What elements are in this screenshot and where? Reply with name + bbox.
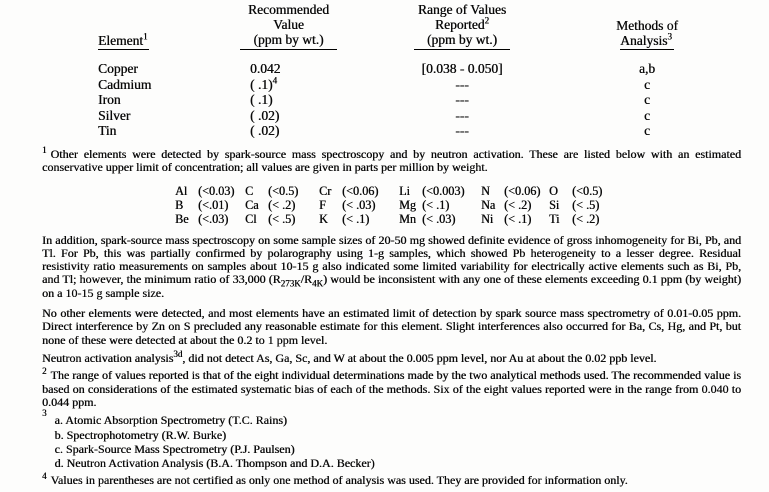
methods-value: c [644,123,650,139]
footnote-4 [42,470,741,487]
detection-limits-table [175,184,741,226]
limit-value: (<0.003) [422,183,465,198]
methods-value: c [644,92,650,108]
limit-value: (< .5) [268,211,296,226]
footnote-1 [42,144,741,175]
header-methods-line2: Analysis [620,33,668,48]
method-item-d: d. Neutron Activation Analysis (B.A. Thompson and D.A. Becker) [54,456,375,471]
header-recommended-units: (ppm by wt.) [240,32,336,50]
header-methods [577,2,717,50]
recommended-value: ( .02) [250,107,280,123]
range-value: --- [455,107,469,123]
element-name: Iron [98,92,121,108]
footnote-ref-1: 1 [142,31,148,42]
range-value: --- [455,123,469,139]
element-name: Cadmium [98,76,152,92]
footnote-2 [42,366,741,409]
footnote-2-text: The range of values reported is that of the eight individual determinations made by the two analytical methods used. The recommended value is based on considerations of the estimated systematic bias of each of the methods. Six of the eight values reported were in the range from 0.040 to 0.044 ppm. [42,368,741,409]
header-range-line2: Reported [435,17,485,32]
paragraph-no-other-elements: No other elements were detected, and most elements have an estimated limit of detection by spark source mass spectrometry of 0.01-0.05 ppm. Direct interference by Zn on S precluded any reasonable estimate for this element. Slight interferences also occurred for Ba, Cs, Hg, and Pt, but none of these were detected at about the 0.2 to 1 ppm level. [42,306,741,347]
footnote-1-marker: 1 [42,144,47,155]
footnote-ref-4: 4 [272,75,277,86]
limit-value: (<.03) [198,211,229,226]
element-symbol: O [549,183,558,198]
analysis-table-header [42,2,741,50]
header-recommended-line2: Value [273,17,304,32]
limit-value: (< .2) [504,197,532,212]
footnote-4-text: Values in parentheses are not certified as only one method of analysis was used. They are provided for information only. [50,472,628,487]
subscript-4K: 4K [312,278,323,289]
element-symbol: Mn [399,211,416,226]
methods-value: c [644,76,650,92]
limit-value: (< .2) [572,211,600,226]
header-recommended-line1: Recommended [248,2,329,17]
header-range-units: (ppm by wt.) [414,32,510,50]
recommended-value: ( .1) [250,76,273,92]
limit-value: (<0.5) [268,183,299,198]
element-name: Copper [98,61,138,76]
element-symbol: Na [481,197,496,212]
limits-row [175,212,741,226]
range-value: --- [455,76,469,92]
paragraph-neutron-activation: Neutron activation analysis$^{3d}$, did not detect As, Ga, Sc, and W at about the 0.005 ppm level, nor Au at about the 0.02 ppb level. [42,348,657,365]
footnote-2-marker: 2 [42,366,47,377]
header-range [347,2,577,50]
recommended-value: ( .1) [250,92,273,108]
limit-value: (< .1) [422,197,450,212]
method-item-c: c. Spark-Source Mass Spectrometry (P.J. Paulsen) [54,441,295,456]
footnote-1-text: Other elements were detected by spark-source mass spectroscopy and by neutron activation. These are listed below with an estimated conservative upper limit of concentration; all values are given in parts per million by weight. [42,146,741,175]
table-row-iron [42,92,741,108]
element-symbol: B [175,197,184,212]
range-value: [0.038 - 0.050] [421,61,503,76]
limit-value: (< .1) [342,211,370,226]
limit-value: (<.01) [198,197,229,212]
footnote-ref-3d: 3d [173,348,183,359]
limit-value: (<0.06) [504,183,541,198]
paragraph-inhomogeneity: In addition, spark-source mass spectroscopy on some sample sizes of 20-50 mg showed definite evidence of gross inhomogeneity for Bi, Pb, and Tl. For Pb, this was partially confirmed by polarography using 1-g samples, which showed Pb heterogeneity to a lesser degree. Residual resistivity ratio measurements on samples about 10-15 g also indicated some limited variability for electrically active elements such as Bi, Pb, and Tl; however, the minimum ratio of 33,000 $(R_{273K}/R_{4K})$ would be inconsistent with any one of these elements exceeding 0.1 ppm (by weight) on a 10-15 g sample size. [42,232,741,300]
limit-value: (< .03) [342,197,376,212]
element-symbol: Ti [549,211,560,226]
header-element-label: Element [98,33,143,48]
element-symbol: F [319,197,326,212]
element-symbol: Ca [245,197,259,212]
element-symbol: C [245,183,254,198]
footnote-ref-2: 2 [484,15,489,26]
element-symbol: N [481,183,490,198]
header-methods-line1: Methods of [616,18,678,33]
header-range-line1: Range of Values [417,2,507,17]
limit-value: (< .1) [504,211,532,226]
element-symbol: Mg [399,197,416,212]
analysis-table [42,2,741,139]
method-item-b: b. Spectrophotometry (R.W. Burke) [54,427,227,442]
table-row-copper [42,61,741,77]
table-row-silver [42,108,741,124]
footnote-3: 3 a. Atomic Absorption Spectrometry (T.C. Rains) b. Spectrophotometry (R.W. Burke) c. Spark-Source Mass Spectrometry (P.J. Paulsen) d. Neutron Activation Analysis (B.A. Thompson and D.A. Becker) [42,408,375,471]
limits-row [175,198,741,212]
limit-value: (< .2) [268,197,296,212]
element-symbol: Li [399,183,410,198]
subscript-273K: 273K [280,278,301,289]
limit-value: (<0.5) [572,183,603,198]
header-element [42,2,192,50]
methods-value: c [644,107,650,123]
limit-value: (< .5) [572,197,600,212]
methods-value: a,b [638,61,656,76]
table-row-cadmium [42,77,741,93]
range-value: --- [455,92,469,108]
limit-value: (< .03) [422,211,456,226]
table-row-tin [42,123,741,139]
analysis-table-body [42,61,741,139]
recommended-value: ( .02) [250,123,280,139]
footnote-4-marker: 4 [42,470,47,481]
recommended-value: 0.042 [250,61,281,76]
header-recommended-value [192,2,347,50]
footnote-ref-3: 3 [667,31,672,42]
limit-value: (<0.06) [342,183,379,198]
element-symbol: Al [175,183,188,198]
element-symbol: Be [175,211,189,226]
element-symbol: Cl [245,211,257,226]
limits-row [175,184,741,198]
element-symbol: Si [549,197,560,212]
element-symbol: K [319,211,328,226]
element-name: Tin [98,123,117,139]
element-name: Silver [98,107,131,123]
method-item-a: a. Atomic Absorption Spectrometry (T.C. Rains) [54,413,287,428]
methods-list [55,413,375,471]
limit-value: (<0.03) [198,183,235,198]
element-symbol: Ni [481,211,494,226]
element-symbol: Cr [319,183,332,198]
